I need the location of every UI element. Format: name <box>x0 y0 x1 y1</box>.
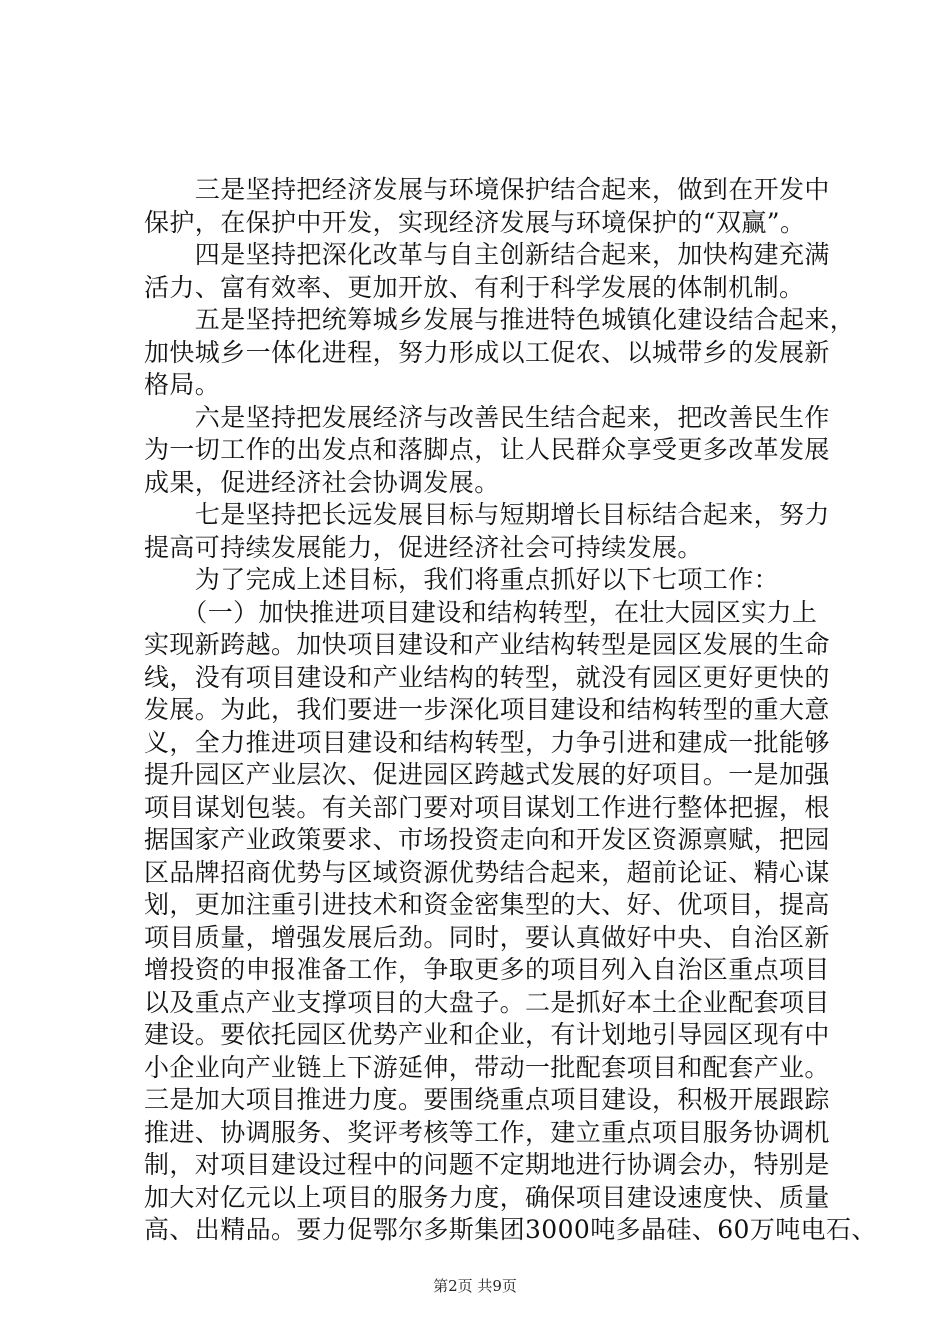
text-line: 为了完成上述目标，我们将重点抓好以下七项工作： <box>144 565 780 594</box>
text-line: 为一切工作的出发点和落脚点，让人民群众享受更多改革发展 <box>144 435 830 464</box>
text-line: 三是加大项目推进力度。要围绕重点项目建设，积极开展跟踪 <box>144 1085 830 1114</box>
text-line: 格局。 <box>144 370 221 399</box>
body-text <box>144 174 877 1247</box>
text-line: 六是坚持把发展经济与改善民生结合起来，把改善民生作 <box>144 402 830 432</box>
text-line: 增投资的申报准备工作，争取更多的项目列入自治区重点项目 <box>144 955 830 984</box>
text-line: 区品牌招商优势与区域资源优势结合起来，超前论证、精心谋 <box>144 857 830 887</box>
text-line: 活力、富有效率、更加开放、有利于科学发展的体制机制。 <box>144 272 805 302</box>
text-line: 提升园区产业层次、促进园区跨越式发展的好项目。一是加强 <box>144 760 830 789</box>
text-line: 七是坚持把长远发展目标与短期增长目标结合起来，努力 <box>144 500 830 529</box>
text-line: 小企业向产业链上下游延伸，带动一批配套项目和配套产业。 <box>144 1052 830 1082</box>
text-line: 提高可持续发展能力，促进经济社会可持续发展。 <box>144 532 703 562</box>
text-line: 项目质量，增强发展后劲。同时，要认真做好中央、自治区新 <box>144 922 830 952</box>
text-line: 高、出精品。要力促鄂尔多斯集团3000吨多晶硅、60万吨电石、 <box>144 1215 877 1244</box>
text-line: 线，没有项目建设和产业结构的转型，就没有园区更好更快的 <box>144 662 830 692</box>
text-line: 加快城乡一体化进程，努力形成以工促农、以城带乡的发展新 <box>144 337 830 367</box>
text-line: 划，更加注重引进技术和资金密集型的大、好、优项目，提高 <box>144 890 830 919</box>
text-line: 五是坚持把统筹城乡发展与推进特色城镇化建设结合起来， <box>144 305 856 334</box>
text-line: 建设。要依托园区优势产业和企业，有计划地引导园区现有中 <box>144 1020 830 1049</box>
text-line: 实现新跨越。加快项目建设和产业结构转型是园区发展的生命 <box>144 630 830 659</box>
text-line: 发展。为此，我们要进一步深化项目建设和结构转型的重大意 <box>144 695 830 724</box>
text-line: 四是坚持把深化改革与自主创新结合起来，加快构建充满 <box>144 240 830 269</box>
text-line: 以及重点产业支撑项目的大盘子。二是抓好本土企业配套项目 <box>144 987 830 1017</box>
text-line: 三是坚持把经济发展与环境保护结合起来，做到在开发中 <box>144 175 830 204</box>
text-line: 成果，促进经济社会协调发展。 <box>144 467 500 497</box>
text-line: 加大对亿元以上项目的服务力度，确保项目建设速度快、质量 <box>144 1182 830 1212</box>
text-line: 保护，在保护中开发，实现经济发展与环境保护的“双赢”。 <box>144 207 806 237</box>
text-line: 制，对项目建设过程中的问题不定期地进行协调会办，特别是 <box>144 1150 830 1179</box>
page-number-footer: 第2页 共9页 <box>433 1277 517 1295</box>
text-line: 推进、协调服务、奖评考核等工作，建立重点项目服务协调机 <box>144 1117 830 1147</box>
text-line: 项目谋划包装。有关部门要对项目谋划工作进行整体把握，根 <box>144 792 830 822</box>
text-line: （一）加快推进项目建设和结构转型，在壮大园区实力上 <box>144 597 818 627</box>
text-line: 义，全力推进项目建设和结构转型，力争引进和建成一批能够 <box>144 727 830 757</box>
text-line: 据国家产业政策要求、市场投资走向和开发区资源禀赋，把园 <box>144 825 830 854</box>
